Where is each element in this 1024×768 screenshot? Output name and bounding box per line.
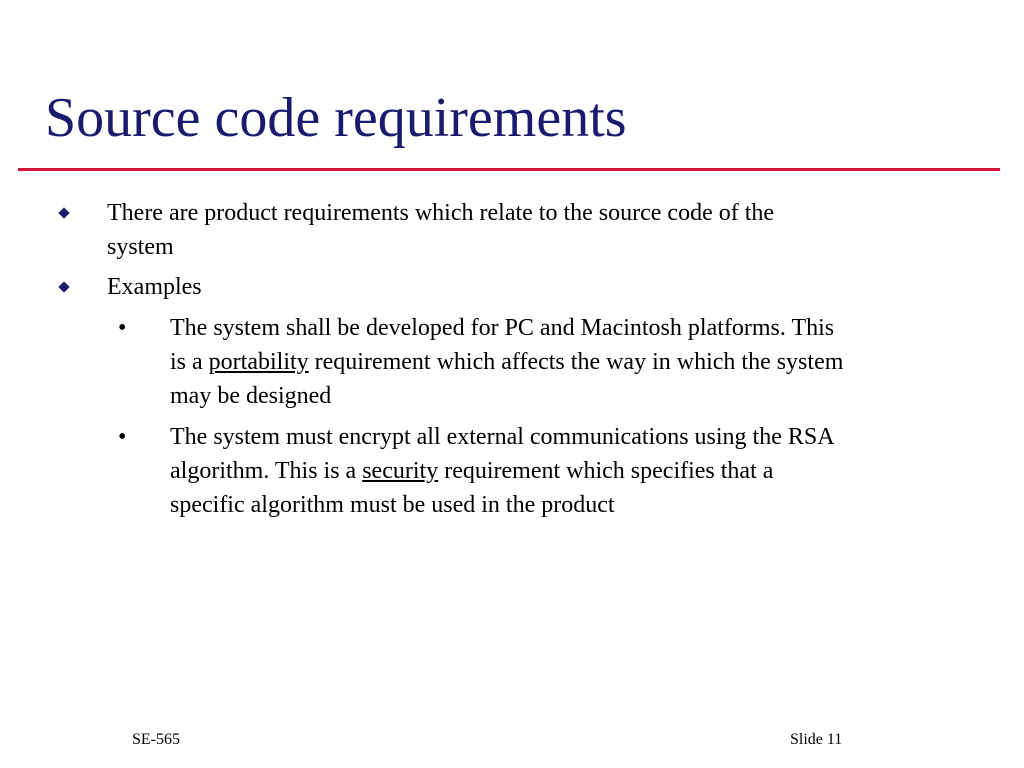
underlined-term: security [362,458,439,484]
sub-bullet-line [170,454,835,488]
text-segment: requirement which specifies that a [438,458,774,484]
bullet-line: system [107,234,174,260]
sub-bullet-text [170,311,843,413]
footer-course-code: SE-565 [132,731,180,748]
title-divider [18,168,1000,171]
text-segment: is a [170,349,209,375]
underlined-term: portability [208,349,309,375]
bullet-text [107,196,774,264]
sub-bullet-marker: • [118,424,127,450]
sub-bullet-line [170,345,843,379]
bullet-text [107,270,202,304]
bullet-line: Examples [107,274,202,300]
sub-bullet-marker: • [118,315,127,341]
sub-bullet-text [170,420,835,522]
diamond-bullet-icon [58,281,69,292]
slide-title: Source code requirements [45,87,627,149]
text-segment: requirement which affects the way in which the system [308,349,844,375]
text-segment: algorithm. This is a [170,458,363,484]
sub-bullet-line: The system must encrypt all external communications using the RSA [170,424,835,450]
bullet-line: There are product requirements which relate to the source code of the [107,200,775,226]
sub-bullet-line: The system shall be developed for PC and Macintosh platforms. This [170,315,835,341]
sub-bullet-line: specific algorithm must be used in the product [170,492,615,518]
footer-slide-number: Slide 11 [790,731,843,748]
diamond-bullet-icon [58,207,69,218]
sub-bullet-line: may be designed [170,383,332,409]
